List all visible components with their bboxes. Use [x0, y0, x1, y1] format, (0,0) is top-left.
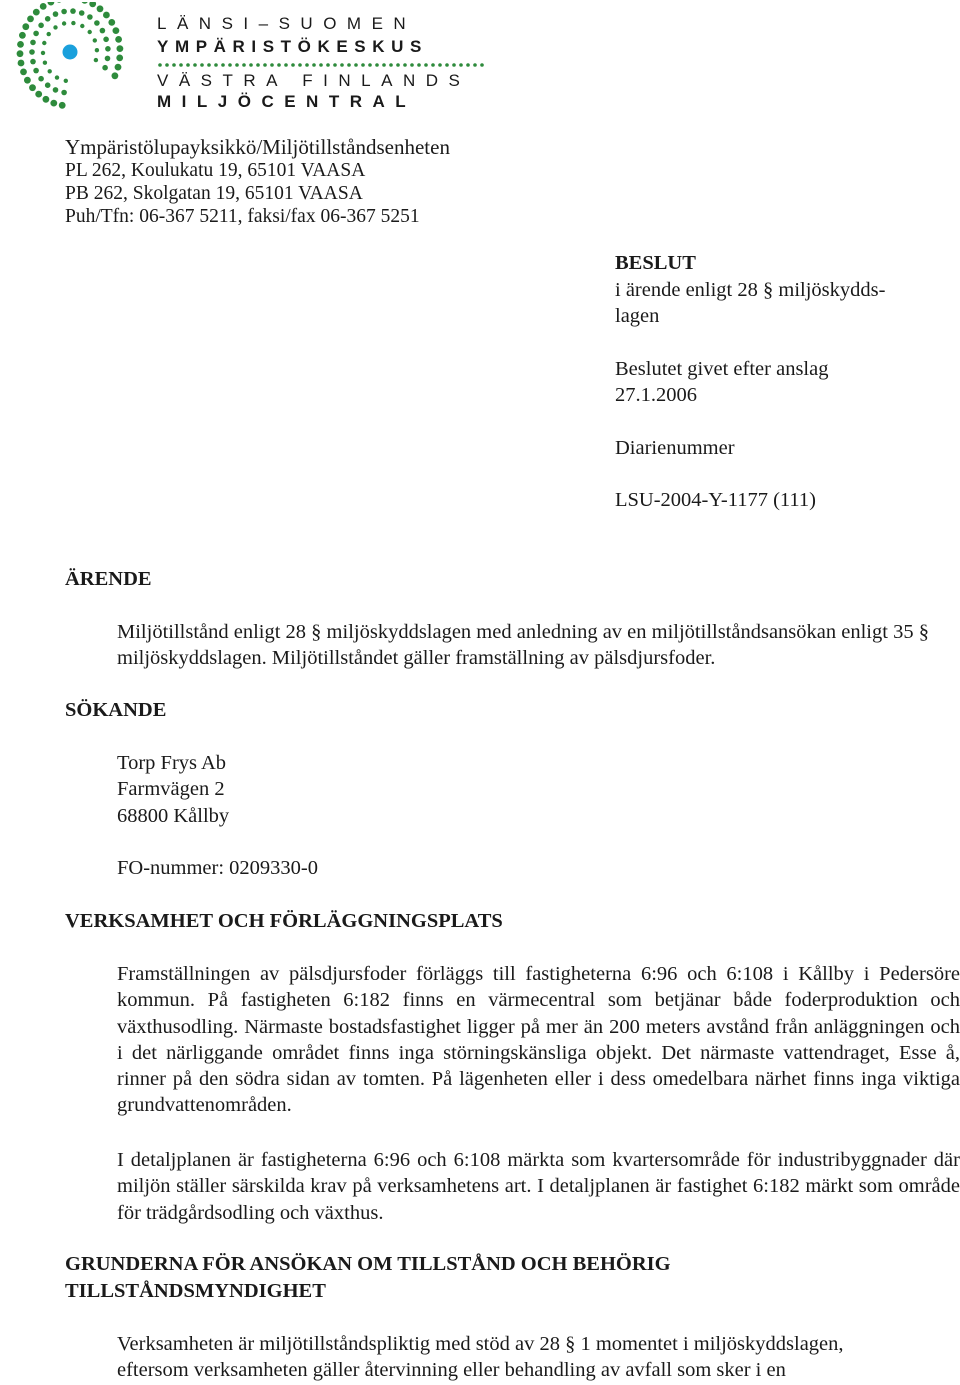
logo-divider-dot	[375, 63, 379, 67]
logo-dotted-divider	[157, 62, 485, 68]
logo-divider-dot	[396, 63, 400, 67]
logo-dot	[93, 38, 97, 42]
logo-dot	[45, 16, 51, 22]
logo-dot	[30, 59, 36, 65]
logo-dot	[53, 87, 59, 93]
section-heading-sokande: SÖKANDE	[65, 699, 167, 721]
logo-divider-dot	[340, 63, 344, 67]
logo-dot	[89, 2, 96, 7]
logo-dot	[94, 58, 98, 62]
logo-dot	[40, 3, 47, 10]
logo-divider-dot	[459, 63, 463, 67]
logo-dot	[42, 41, 46, 45]
logo-divider-dot	[361, 63, 365, 67]
logo-divider-dot	[179, 63, 183, 67]
logo-dot	[79, 10, 85, 16]
logo-dot	[115, 36, 122, 43]
logo-dot	[35, 91, 42, 98]
logo-dot	[103, 37, 109, 43]
logo-dot	[27, 16, 34, 23]
logo-divider-dot	[354, 63, 358, 67]
logo-dot	[30, 40, 36, 46]
logo-divider-dot	[200, 63, 204, 67]
logo-dot	[87, 14, 93, 20]
logo-divider-dot	[438, 63, 442, 67]
applicant-street: Farmvägen 2	[117, 778, 225, 801]
logo-dot	[61, 9, 67, 15]
logo-divider-dot	[165, 63, 169, 67]
logo-divider-dot	[298, 63, 302, 67]
logo-divider-dot	[249, 63, 253, 67]
logo-divider-dot	[193, 63, 197, 67]
logo-dot	[50, 100, 57, 107]
logo-divider-dot	[389, 63, 393, 67]
grunderna-heading-line-1: GRUNDERNA FÖR ANSÖKAN OM TILLSTÅND OCH BEHÖRIG	[65, 1253, 671, 1275]
logo-dot	[17, 41, 24, 48]
applicant-block	[117, 750, 960, 881]
logo-divider-dot	[207, 63, 211, 67]
logo-dot	[117, 45, 124, 52]
logo-divider-dot	[347, 63, 351, 67]
grunderna-text-line-2: eftersom verksamheten gäller återvinning eller behandling av avfall som sker i en	[117, 1359, 786, 1382]
logo-dot	[41, 51, 45, 55]
diary-number: LSU-2004-Y-1177 (111)	[615, 489, 816, 511]
decision-given-label: Beslutet givet efter anslag	[615, 357, 829, 380]
logo-dot	[62, 21, 66, 25]
logo-dot	[115, 64, 122, 71]
section-heading-verksamhet: VERKSAMHET OCH FÖRLÄGGNINGSPLATS	[65, 910, 503, 932]
decision-block	[615, 250, 885, 514]
logo-dot	[55, 75, 59, 79]
logo-dot	[53, 25, 57, 29]
logo-dot	[94, 20, 100, 26]
logo-dot	[112, 72, 119, 79]
sender-block	[65, 136, 450, 228]
logo-dot	[108, 19, 115, 26]
logo-dot	[48, 69, 52, 73]
logo-dot	[29, 84, 36, 91]
logo-divider-dot	[277, 63, 281, 67]
logo-dot	[43, 96, 50, 103]
logo-divider-dot	[480, 63, 484, 67]
sender-address-sv: PB 262, Skolgatan 19, 65101 VAASA	[65, 183, 363, 204]
logo-dot	[97, 5, 104, 12]
logo-divider-dot	[291, 63, 295, 67]
sender-address-fi: PL 262, Koulukatu 19, 65101 VAASA	[65, 160, 366, 181]
arende-text: Miljötillstånd enligt 28 § miljöskyddslagen med anledning av en miljötillståndsansökan enligt 35 § miljöskyddslagen. Miljötillståndet gäller framställning av pälsdjursfoder.	[117, 621, 929, 670]
diary-label: Diarienummer	[615, 436, 735, 459]
logo-dot	[56, 2, 63, 3]
logo-divider-dot	[368, 63, 372, 67]
logo-dot	[81, 2, 88, 4]
logo-dot	[113, 27, 120, 34]
logo-divider-dot	[228, 63, 232, 67]
logo-dot	[22, 23, 29, 30]
logo-divider-dot	[305, 63, 309, 67]
logo-dot	[33, 68, 39, 74]
logo-dot	[48, 2, 55, 6]
logo-dot	[116, 55, 123, 62]
grunderna-text	[117, 1331, 960, 1384]
logo-dot	[33, 9, 40, 16]
logo-divider-dot	[284, 63, 288, 67]
logo-text-line-2: YMPÄRISTÖKESKUS	[157, 37, 428, 56]
logo-dot	[102, 65, 108, 71]
logo-dot	[64, 79, 68, 83]
applicant-postal: 68800 Kållby	[117, 804, 230, 827]
logo-dot	[38, 23, 44, 29]
logo-dot	[18, 60, 25, 67]
verksamhet-paragraph-2: I detaljplanen är fastigheterna 6:96 och 6:108 märkta som kvartersområde för industribyggnader där miljön ställer särskilda krav på verksamhetens art. I detaljplanen är fastighet 6:182 märkt som område för trädgårdsodling och växthus.	[117, 1149, 960, 1224]
logo-divider-dot	[382, 63, 386, 67]
logo-divider-dot	[158, 63, 162, 67]
logo-dot	[80, 24, 84, 28]
logo-dot-ring-icon	[4, 2, 154, 122]
logo-dot	[105, 46, 111, 52]
logo-dot	[17, 50, 24, 57]
logo-divider-dot	[417, 63, 421, 67]
logo-dot	[88, 30, 92, 34]
logo-dot	[95, 48, 99, 52]
logo-dot	[33, 31, 39, 37]
logo-divider-dot	[473, 63, 477, 67]
logo-dot	[24, 77, 31, 84]
decision-given-date: 27.1.2006	[615, 384, 697, 406]
logo-dot	[47, 32, 51, 36]
logo-divider-dot	[333, 63, 337, 67]
logo-divider-dot	[445, 63, 449, 67]
logo-divider-dot	[186, 63, 190, 67]
logo-divider-dot	[326, 63, 330, 67]
sender-unit: Ympäristölupayksikkö/Miljötillståndsenheten	[65, 135, 450, 159]
logo-dot	[61, 90, 67, 96]
logo-dot	[71, 21, 75, 25]
logo-dot	[38, 76, 44, 82]
decision-subtitle-line-2: lagen	[615, 305, 660, 327]
section-heading-arende: ÄRENDE	[65, 568, 152, 590]
logo-dot	[19, 32, 26, 39]
logo-divider-dot	[312, 63, 316, 67]
logo-divider-dot	[452, 63, 456, 67]
logo-divider-dot	[256, 63, 260, 67]
logo-divider-dot	[466, 63, 470, 67]
decision-title: BESLUT	[615, 252, 696, 274]
logo-divider-dot	[214, 63, 218, 67]
grunderna-text-line-1: Verksamheten är miljötillståndspliktig med stöd av 28 § 1 momentet i miljöskyddslagen,	[117, 1333, 844, 1355]
grunderna-heading-line-2: TILLSTÅNDSMYNDIGHET	[65, 1280, 326, 1302]
verksamhet-paragraph-1: Framställningen av pälsdjursfoder förläggs till fastigheterna 6:96 och 6:108 i Kållby i Pedersöre kommun. På fastigheten 6:182 finns en värmecentral som betjänar både foderproduktion och växthusodling. Närmaste bostadsfastighet ligger på mer än 200 meters avstånd från anläggningen och i det närliggande området finns inga störningskänsliga objekt. Det närmaste vattendraget, Esse å, rinner på den södra sidan av tomten. På lägenheten eller i dess omedelbara närhet finns inga viktiga grundvattenområden.	[117, 963, 960, 1117]
logo-text-line-1: LÄNSI–SUOMEN	[157, 14, 417, 33]
logo-text-line-4: MILJÖCENTRAL	[157, 92, 417, 111]
logo-divider-dot	[431, 63, 435, 67]
logo-dot	[45, 82, 51, 88]
logo-dot	[105, 56, 111, 62]
logo-divider-dot	[410, 63, 414, 67]
logo-dot	[29, 49, 35, 55]
decision-subtitle-line-1: i ärende enligt 28 § miljöskydds-	[615, 278, 886, 301]
logo-divider-dot	[172, 63, 176, 67]
applicant-company: Torp Frys Ab	[117, 752, 227, 774]
section-heading-grunderna	[65, 1251, 671, 1305]
logo-divider-dot	[263, 63, 267, 67]
sender-phone: Puh/Tfn: 06-367 5211, faksi/fax 06-367 5251	[65, 206, 420, 227]
logo-dot	[20, 69, 27, 76]
logo-dot	[70, 8, 76, 14]
logo-dot	[59, 102, 66, 109]
logo-divider-dot	[270, 63, 274, 67]
logo-divider-dot	[319, 63, 323, 67]
logo-center-dot	[63, 45, 78, 60]
logo-dot	[53, 11, 59, 17]
logo-divider-dot	[242, 63, 246, 67]
applicant-fo-number: FO-nummer: 0209330-0	[117, 856, 318, 879]
logo-dot	[103, 12, 110, 19]
logo-dot	[43, 61, 47, 65]
logo-divider-dot	[403, 63, 407, 67]
logo-dot	[100, 28, 106, 34]
logo-divider-dot	[235, 63, 239, 67]
logo-divider-dot	[221, 63, 225, 67]
logo-text-line-3: VÄSTRA FINLANDS	[157, 71, 471, 90]
logo-divider-dot	[424, 63, 428, 67]
